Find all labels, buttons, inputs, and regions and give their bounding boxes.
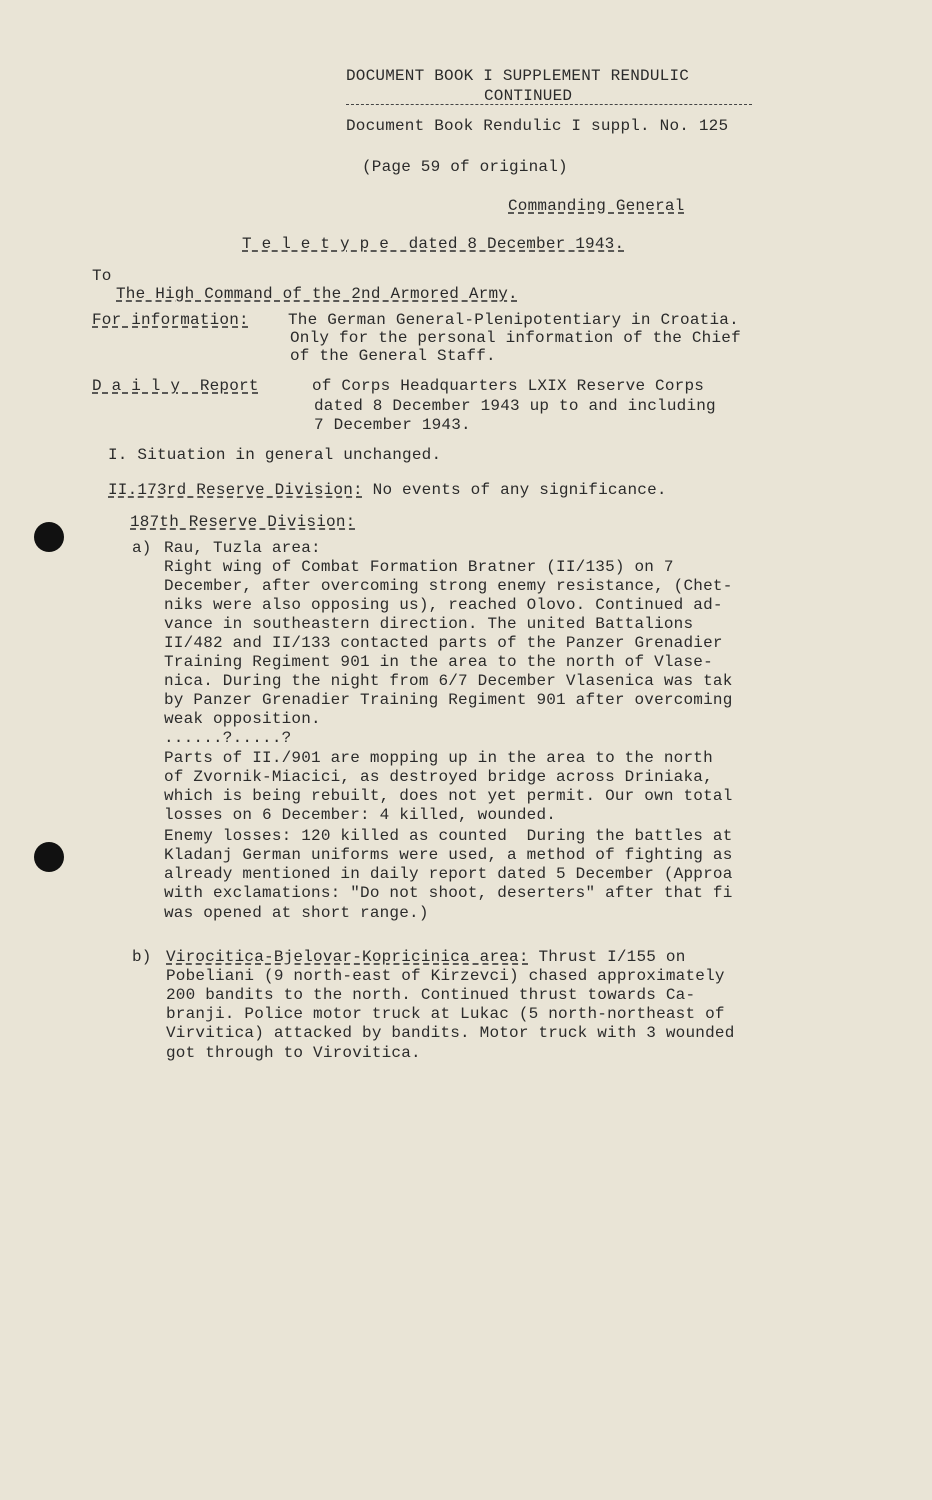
report-line: 7 December 1943.: [314, 416, 471, 434]
section-a-line: nica. During the night from 6/7 December Vlasenica was tak: [164, 672, 733, 690]
header-rule: [346, 104, 752, 105]
information-line: of the General Staff.: [290, 347, 496, 365]
information-line: Only for the personal information of the Chief: [290, 329, 741, 347]
section-a-label: a): [132, 539, 152, 557]
information-label: For information:: [92, 311, 249, 329]
header-subtitle: CONTINUED: [484, 87, 573, 105]
page-reference: (Page 59 of original): [362, 158, 568, 176]
item-one: I. Situation in general unchanged.: [108, 446, 442, 464]
document-reference: Document Book Rendulic I suppl. No. 125: [346, 117, 729, 135]
item-two-label: II.173rd Reserve Division:: [108, 481, 363, 499]
section-a-line: vance in southeastern direction. The united Battalions: [164, 615, 694, 633]
section-a-line: niks were also opposing us), reached Olovo. Continued ad-: [164, 596, 723, 614]
section-b-line: Virvitica) attacked by bandits. Motor truck with 3 wounded: [166, 1024, 735, 1042]
section-b-label: b): [132, 948, 152, 966]
section-b-line: Pobeliani (9 north-east of Kirzevci) chased approximately: [166, 967, 725, 985]
section-a-line: was opened at short range.): [164, 904, 429, 922]
section-a-line: already mentioned in daily report dated 5 December (Approa: [164, 865, 733, 883]
punch-hole: [34, 842, 64, 872]
header-title: DOCUMENT BOOK I SUPPLEMENT RENDULIC: [346, 67, 690, 85]
recipient: The High Command of the 2nd Armored Army.: [116, 285, 518, 303]
section-a-line: with exclamations: "Do not shoot, deserters" after that fi: [164, 884, 733, 902]
information-line: The German General-Plenipotentiary in Croatia.: [288, 311, 739, 329]
teletype-heading: T e l e t y p e dated 8 December 1943.: [242, 235, 625, 253]
section-a-line: of Zvornik-Miacici, as destroyed bridge across Driniaka,: [164, 768, 713, 786]
section-a-line: losses on 6 December: 4 killed, wounded.: [164, 806, 557, 824]
section-b-line: 200 bandits to the north. Continued thrust towards Ca-: [166, 986, 696, 1004]
section-a-line: ......?.....?: [164, 729, 292, 747]
item-two-text: No events of any significance.: [362, 481, 667, 499]
section-b-line: [166, 947, 686, 967]
section-a-line: Parts of II./901 are mopping up in the area to the north: [164, 749, 713, 767]
section-b-first-text: Thrust I/155 on: [528, 948, 686, 966]
section-b-area: Virocitica-Bjelovar-Kopricinica area:: [166, 948, 529, 966]
division-187-heading: 187th Reserve Division:: [130, 513, 356, 531]
section-b-line: branji. Police motor truck at Lukac (5 north-northeast of: [166, 1005, 725, 1023]
sender: Commanding General: [508, 197, 685, 215]
section-a-line: by Panzer Grenadier Training Regiment 901 after overcoming: [164, 691, 733, 709]
section-a-line: Training Regiment 901 in the area to the north of Vlase-: [164, 653, 713, 671]
section-a-line: Enemy losses: 120 killed as counted During the battles at: [164, 827, 733, 845]
section-a-line: weak opposition.: [164, 710, 321, 728]
report-line: of Corps Headquarters LXIX Reserve Corps: [312, 377, 705, 395]
section-a-line: Kladanj German uniforms were used, a method of fighting as: [164, 846, 733, 864]
daily-report-label: D a i l y Report: [92, 377, 259, 395]
punch-hole: [34, 522, 64, 552]
item-two: [108, 480, 667, 500]
section-a-line: II/482 and II/133 contacted parts of the Panzer Grenadier: [164, 634, 723, 652]
section-a-line: Rau, Tuzla area:: [164, 539, 321, 557]
section-a-line: which is being rebuilt, does not yet permit. Our own total: [164, 787, 733, 805]
section-a-line: Right wing of Combat Formation Bratner (II/135) on 7: [164, 558, 674, 576]
report-line: dated 8 December 1943 up to and including: [314, 397, 716, 415]
section-b-line: got through to Virovitica.: [166, 1044, 421, 1062]
section-a-line: December, after overcoming strong enemy resistance, (Chet-: [164, 577, 733, 595]
to-label: To: [92, 267, 112, 285]
